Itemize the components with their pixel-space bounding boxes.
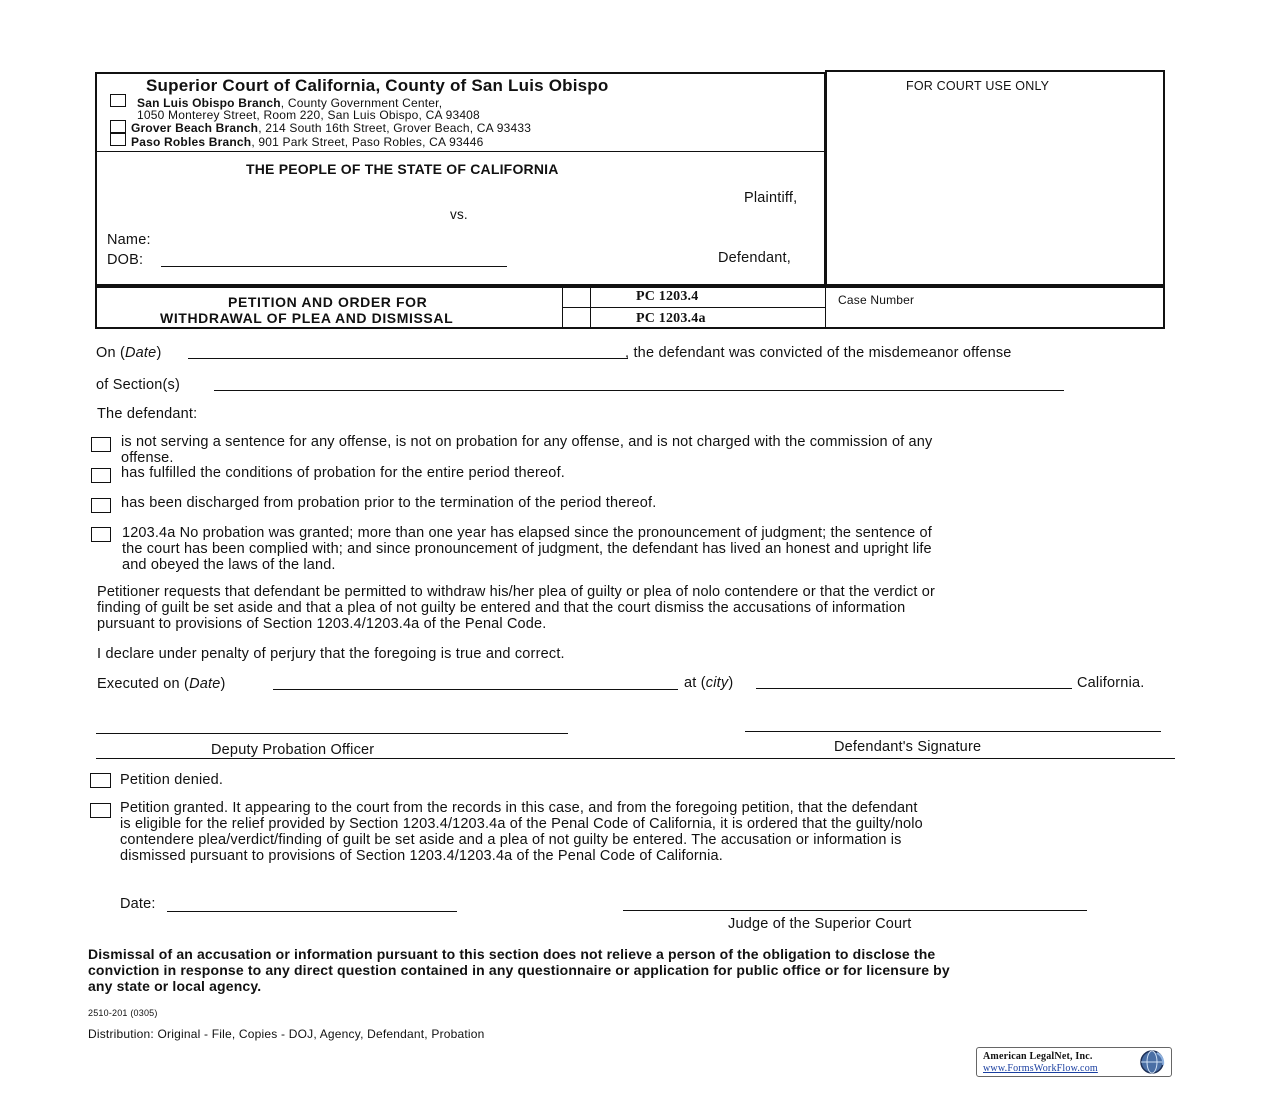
branch-checkbox-grover[interactable]	[110, 120, 126, 133]
option2-text: has fulfilled the conditions of probation for the entire period thereof.	[121, 465, 566, 481]
convicted-text: , the defendant was convicted of the misdemeanor offense	[625, 345, 1012, 361]
judge-signature-line[interactable]	[623, 910, 1087, 911]
petition-denied-text: Petition denied.	[120, 772, 224, 788]
form-number: 2510-201 (0305)	[88, 1008, 158, 1018]
dob-field[interactable]	[161, 266, 507, 267]
plaintiff-label: Plaintiff,	[744, 190, 798, 206]
legalnet-logo[interactable]	[976, 1047, 1172, 1077]
header-divider	[96, 151, 825, 152]
title-divider-3	[825, 287, 826, 328]
case-number-label: Case Number	[838, 293, 915, 307]
branch-grover: Grover Beach Branch, 214 South 16th Street, Grover Beach, CA 93433	[131, 121, 532, 135]
option3-checkbox[interactable]	[91, 498, 111, 513]
conviction-date-field[interactable]	[188, 358, 628, 359]
option4-checkbox[interactable]	[91, 527, 111, 542]
vs-label: vs.	[450, 207, 468, 222]
name-label: Name:	[107, 232, 151, 248]
of-section-label: of Section(s)	[96, 377, 180, 393]
option1-checkbox[interactable]	[91, 437, 111, 452]
branch-checkbox-paso[interactable]	[110, 133, 126, 146]
branch-slo-address: 1050 Monterey Street, Room 220, San Luis Obispo, CA 93408	[137, 108, 480, 122]
option3-text: has been discharged from probation prior to the termination of the period thereof.	[121, 495, 657, 511]
court-title: Superior Court of California, County of San Luis Obispo	[146, 76, 609, 95]
code-divider	[563, 307, 825, 308]
on-date-label: On (Date)	[96, 345, 162, 361]
signature-rule	[96, 758, 1175, 759]
branch-checkbox-slo[interactable]	[110, 94, 126, 107]
dob-label: DOB:	[107, 252, 144, 268]
title-line1: PETITION AND ORDER FOR	[228, 294, 428, 310]
petition-granted-text: Petition granted. It appearing to the court from the records in this case, and from the foregoing petition, that the defendant is eligible for the relief provided by Section 1203.4/1203.4a of the Penal Code of California, it is ordered that the guilty/nolo contendere plea/verdict/finding of guilt be set aside and a plea of not guilty be entered. The accusation or information is dismissed pursuant to provisions of Section 1203.4/1203.4a of the Penal Code of California.	[120, 800, 923, 864]
logo-company: American LegalNet, Inc.	[983, 1051, 1093, 1062]
petition-granted-checkbox[interactable]	[90, 803, 111, 818]
option4-text: 1203.4a No probation was granted; more than one year has elapsed since the pronouncement of judgment; the sentence of the court has been complied with; and since pronouncement of judgment, the defendant has lived an honest and upright life and obeyed the laws of the land.	[122, 525, 932, 573]
order-date-label: Date:	[120, 896, 156, 912]
defendant-signature-label: Defendant's Signature	[834, 739, 982, 755]
executed-date-field[interactable]	[273, 689, 678, 690]
people-heading: THE PEOPLE OF THE STATE OF CALIFORNIA	[246, 161, 559, 177]
option2-checkbox[interactable]	[91, 468, 111, 483]
branch-slo: San Luis Obispo Branch, County Government Center,	[137, 96, 443, 110]
dismissal-notice: Dismissal of an accusation or information pursuant to this section does not relieve a person of the obligation to disclose the conviction in response to any direct question contained in any questionnaire or application for public office or for licensure by any state or local agency.	[88, 946, 950, 994]
code-pc-1203-4: PC 1203.4	[636, 289, 699, 304]
globe-icon	[1137, 1049, 1167, 1075]
order-date-field[interactable]	[167, 911, 457, 912]
california-label: California.	[1077, 675, 1145, 691]
probation-officer-label: Deputy Probation Officer	[211, 742, 375, 758]
court-use-box	[825, 70, 1165, 286]
judge-label: Judge of the Superior Court	[728, 916, 912, 932]
title-line2: WITHDRAWAL OF PLEA AND DISMISSAL	[160, 310, 454, 326]
option1-text: is not serving a sentence for any offense, is not on probation for any offense, and is not charged with the commission of any offense.	[121, 434, 933, 466]
distribution: Distribution: Original - File, Copies - DOJ, Agency, Defendant, Probation	[88, 1027, 485, 1041]
logo-url: www.FormsWorkFlow.com	[983, 1063, 1098, 1074]
probation-officer-signature-line[interactable]	[96, 733, 568, 734]
at-city-label: at (city)	[684, 675, 734, 691]
section-field[interactable]	[214, 390, 1064, 391]
declaration: I declare under penalty of perjury that the foregoing is true and correct.	[97, 646, 565, 662]
code-pc-1203-4a: PC 1203.4a	[636, 311, 706, 326]
executed-city-field[interactable]	[756, 688, 1072, 689]
petition-request: Petitioner requests that defendant be permitted to withdraw his/her plea of guilty or plea of nolo contendere or that the verdict or finding of guilt be set aside and that a plea of not guilty be entered and that the court dismiss the accusations of information pursuant to provisions of Section 1203.4/1203.4a of the Penal Code.	[97, 584, 935, 632]
petition-denied-checkbox[interactable]	[90, 773, 111, 788]
court-use-label: FOR COURT USE ONLY	[906, 79, 1050, 93]
branch-paso: Paso Robles Branch, 901 Park Street, Paso Robles, CA 93446	[131, 135, 484, 149]
executed-on-label: Executed on (Date)	[97, 676, 226, 692]
defendant-signature-line[interactable]	[745, 731, 1161, 732]
defendant-intro: The defendant:	[97, 406, 198, 422]
defendant-label: Defendant,	[718, 250, 791, 266]
